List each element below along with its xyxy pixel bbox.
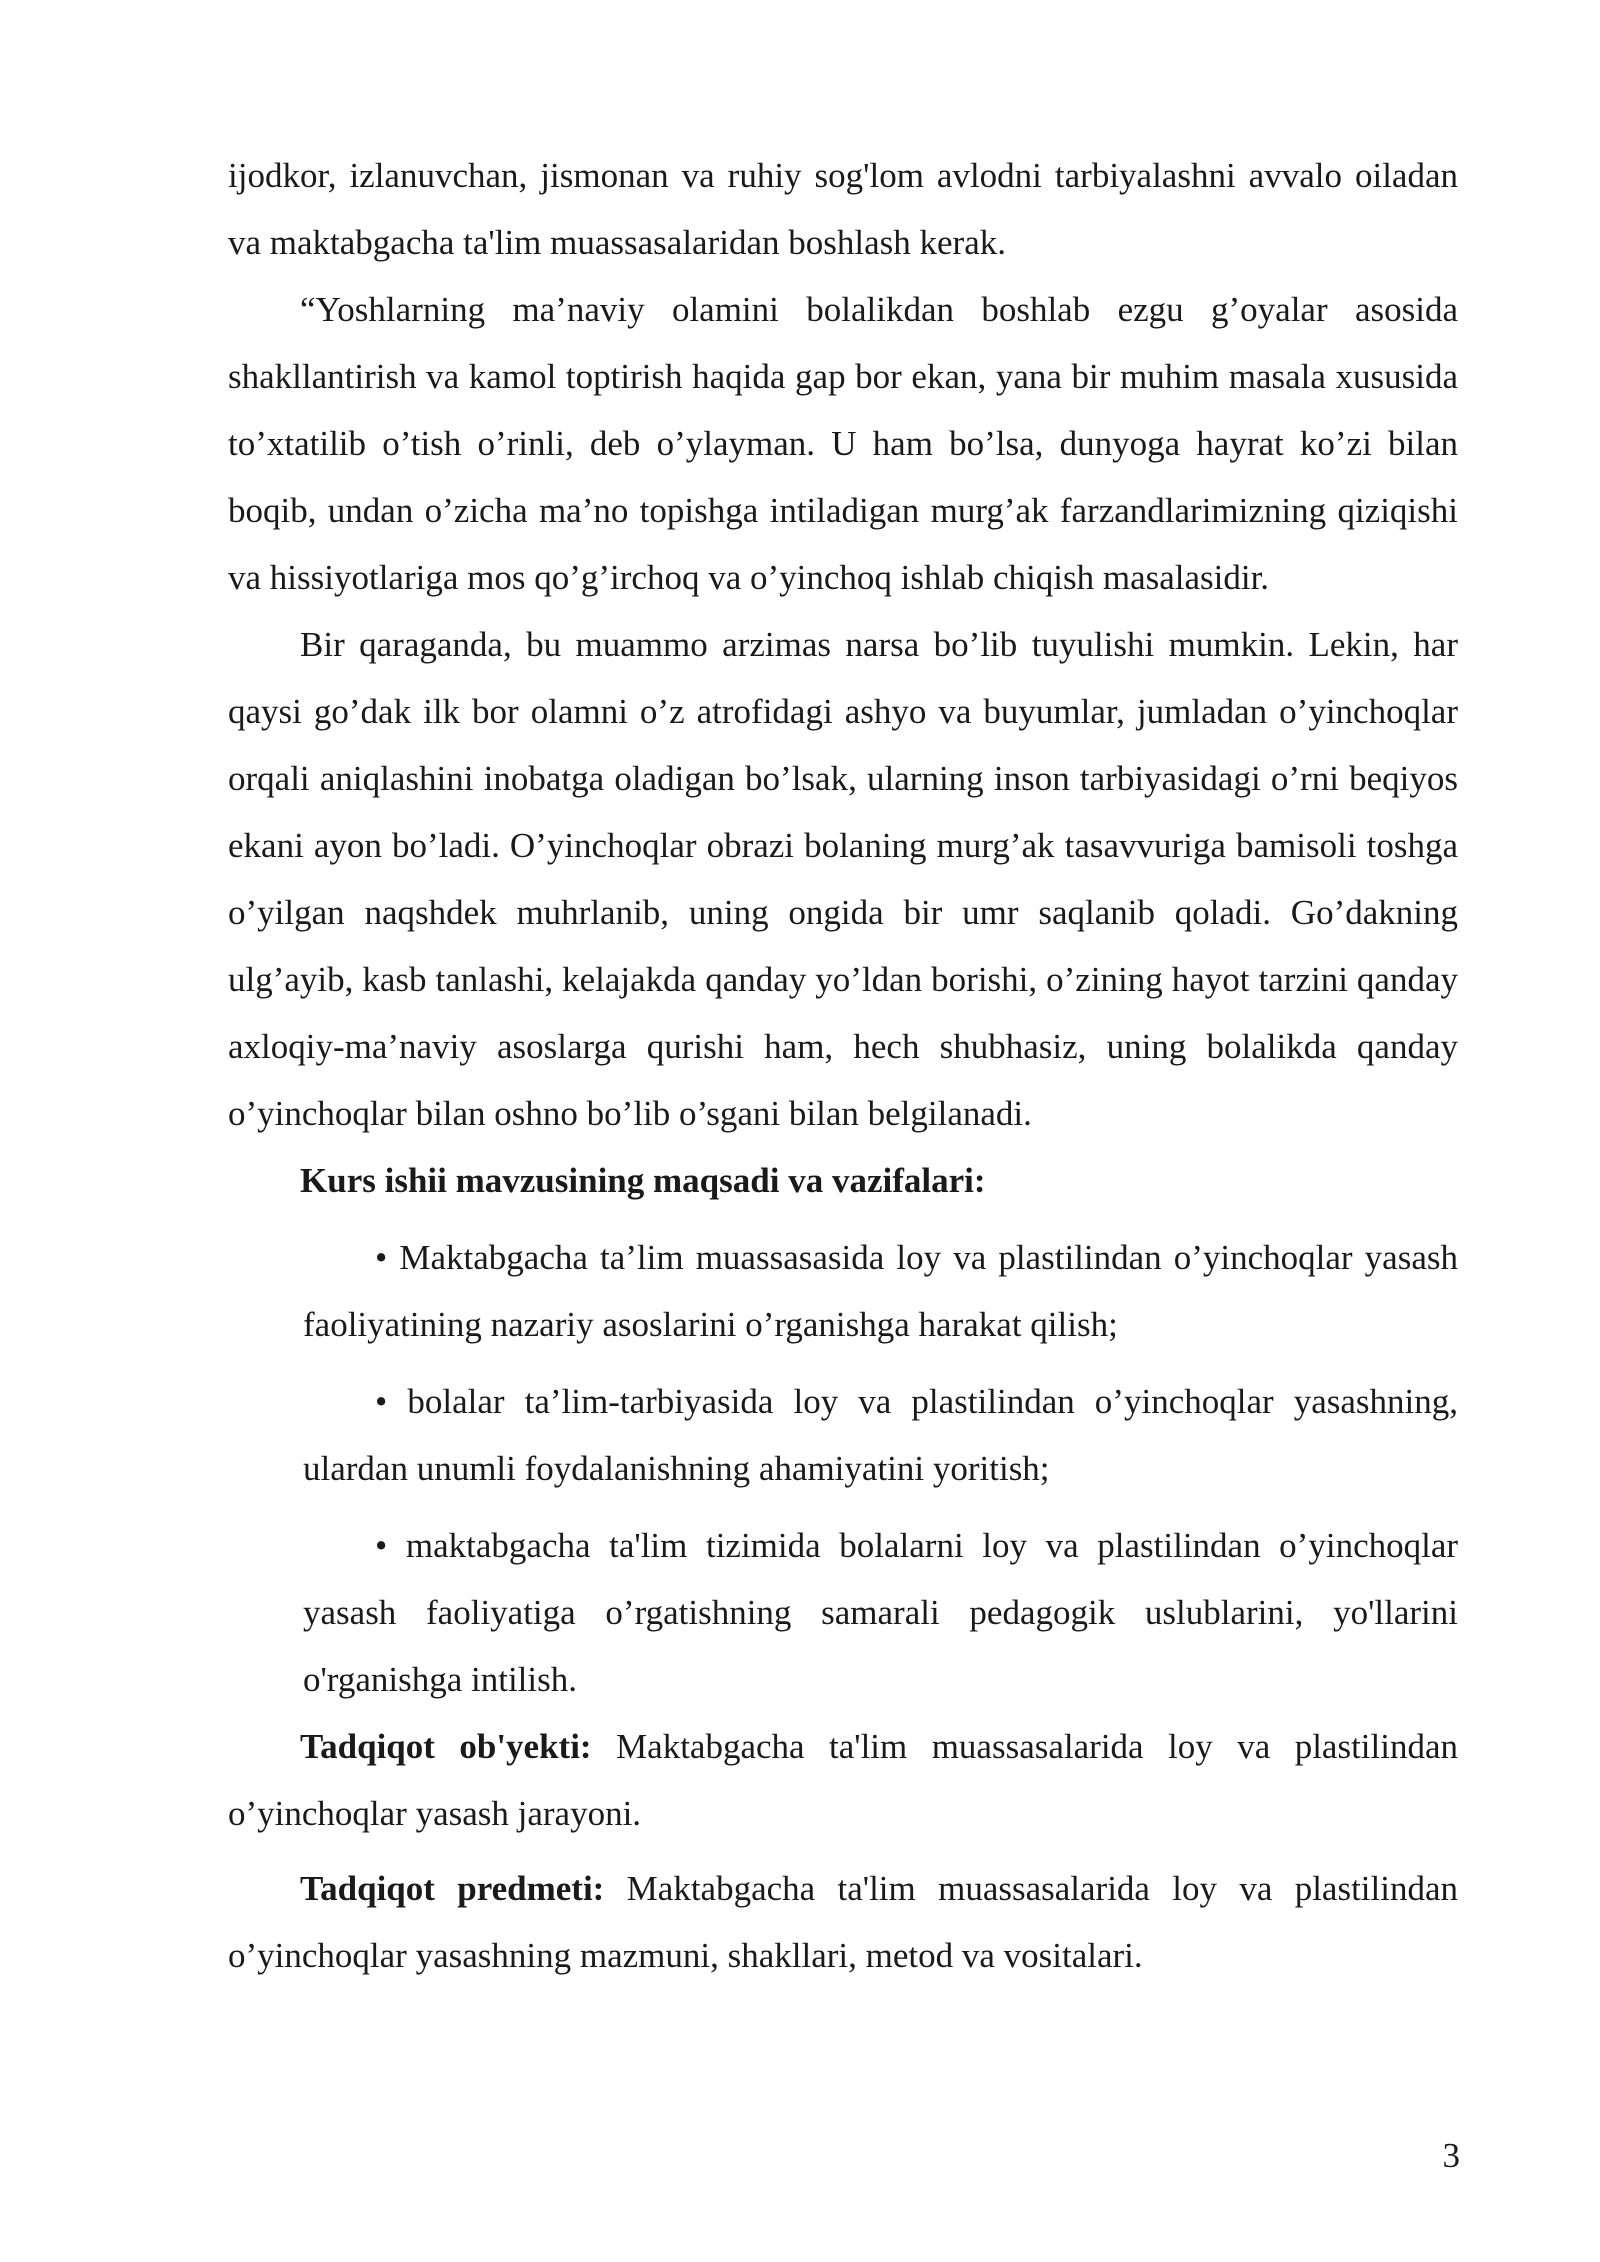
paragraph-toys-importance: Bir qaraganda, bu muammo arzimas narsa bo’lib tuyulishi mumkin. Lekin, har qaysi go’dak ilk bor olamni o’z atrofidagi ashyo va buyumlar, jumladan o’yinchoqlar orqali aniqlashini inobatga oladigan bo’lsak, ularning inson tarbiyasidagi o’rni beqiyos ekani ayon bo’ladi. O’yinchoqlar obrazi bolaning murg’ak tasavvuriga bamisoli toshga o’yilgan naqshdek muhrlanib, uning ongida bir umr saqlanib qoladi. Go’dakning ulg’ayib, kasb tanlashi, kelajakda qanday yo’ldan borishi, o’zining hayot tarzini qanday axloqiy-ma’naviy asoslarga qurishi ham, hech shubhasiz, uning bolalikda qanday o’yinchoqlar bilan oshno bo’lib o’sgani bilan belgilanadi. bbox=[228, 625, 1458, 1133]
document-page bbox=[228, 142, 1458, 1989]
goal-item-text: Maktabgacha ta’lim muassasasida loy va plastilindan o’yinchoqlar yasash faoliyatining nazariy asoslarini o’rganishga harakat qilish; bbox=[303, 1238, 1458, 1344]
research-object-label: Tadqiqot ob'yekti: bbox=[300, 1727, 592, 1766]
paragraph-intro-continuation: ijodkor, izlanuvchan, jismonan va ruhiy sog'lom avlodni tarbiyalashni avvalo oiladan va maktabgacha ta'lim muassasalaridan boshlash kerak. bbox=[228, 156, 1458, 262]
research-subject-text: Maktabgacha ta'lim muassasalarida loy va plastilindan o’yinchoqlar yasashning mazmuni, shakllari, metod va vositalari. bbox=[228, 1869, 1459, 1975]
goals-list bbox=[228, 1224, 1458, 1713]
goal-item bbox=[303, 1512, 1458, 1713]
bullet-icon: • bbox=[375, 1238, 388, 1277]
goal-item bbox=[303, 1368, 1458, 1502]
goals-heading: Kurs ishii mavzusining maqsadi va vazifalari: bbox=[300, 1161, 986, 1200]
goal-item bbox=[303, 1224, 1458, 1358]
goal-item-text: bolalar ta’lim-tarbiyasida loy va plastilindan o’yinchoqlar yasashning, ulardan unumli foydalanishning ahamiyatini yoritish; bbox=[303, 1382, 1459, 1488]
bullet-icon: • bbox=[375, 1526, 388, 1565]
research-object-text: Maktabgacha ta'lim muassasalarida loy va plastilindan o’yinchoqlar yasash jarayoni. bbox=[228, 1727, 1458, 1833]
research-subject-label: Tadqiqot predmeti: bbox=[300, 1869, 605, 1908]
research-subject bbox=[228, 1855, 1458, 1989]
goal-item-text: maktabgacha ta'lim tizimida bolalarni loy va plastilindan o’yinchoqlar yasash faoliyatiga o’rgatishning samarali pedagogik uslublarini, yo'llarini o'rganishga intilish. bbox=[303, 1526, 1459, 1699]
research-object bbox=[228, 1713, 1458, 1847]
page-number: 3 bbox=[1442, 2136, 1460, 2175]
bullet-icon: • bbox=[375, 1382, 388, 1421]
paragraph-quote: “Yoshlarning ma’naviy olamini bolalikdan boshlab ezgu g’oyalar asosida shakllantirish va kamol toptirish haqida gap bor ekan, yana bir muhim masala xususida to’xtatilib o’tish o’rinli, deb o’ylayman. U ham bo’lsa, dunyoga hayrat ko’zi bilan boqib, undan o’zicha ma’no topishga intiladigan murg’ak farzandlarimizning qiziqishi va hissiyotlariga mos qo’g’irchoq va o’yinchoq ishlab chiqish masalasidir. bbox=[228, 290, 1458, 597]
